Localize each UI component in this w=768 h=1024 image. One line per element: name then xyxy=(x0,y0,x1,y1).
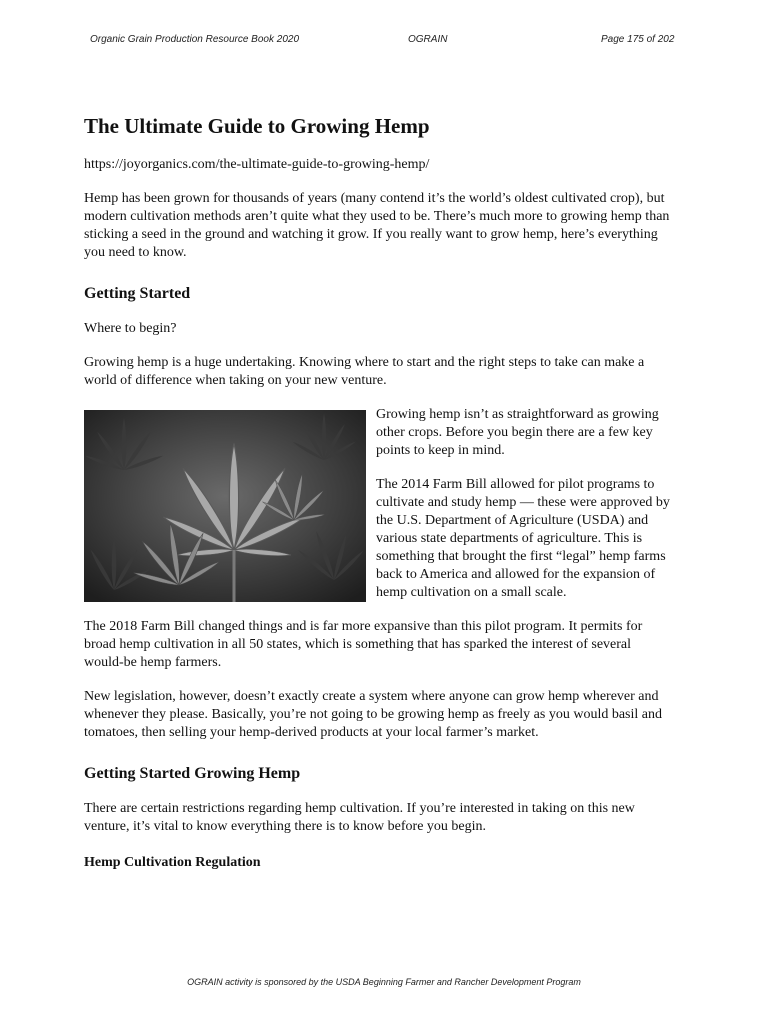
paragraph-legislation: New legislation, however, doesn’t exactly create a system where anyone can grow hemp wherever and whenever they please. Basically, you’re not going to be growing hemp as freely as you would basil and tomatoes, then selling your hemp-derived products at your local farmer’s market. xyxy=(84,689,662,740)
paragraph-farm-bill-2014: The 2014 Farm Bill allowed for pilot programs to cultivate and study hemp — these were approved by the U.S. Department of Agriculture (USDA) and various state departments of agriculture. This is something that brought the first “legal” hemp farms back to America and allowed for the expansion of hemp cultivation on a small scale. xyxy=(376,477,670,600)
paragraph-where-to-begin: Where to begin? xyxy=(84,321,177,336)
article-title: The Ultimate Guide to Growing Hemp xyxy=(84,114,430,138)
source-url[interactable]: https://joyorganics.com/the-ultimate-guide-to-growing-hemp/ xyxy=(84,157,430,172)
page-footer: OGRAIN activity is sponsored by the USDA Beginning Farmer and Rancher Development Program xyxy=(187,977,581,987)
article xyxy=(84,112,674,872)
header-org: OGRAIN xyxy=(408,34,448,45)
section-heading-getting-started: Getting Started xyxy=(84,285,191,302)
paragraph-farm-bill-2018: The 2018 Farm Bill changed things and is far more expansive than this pilot program. It permits for broad hemp cultivation in all 50 states, which is something that has sparked the interest of several would-be hemp farmers. xyxy=(84,619,643,670)
intro-paragraph: Hemp has been grown for thousands of years (many contend it’s the world’s oldest cultivated crop), but modern cultivation methods aren’t quite what they used to be. There’s much more to growing hemp than sticking a seed in the ground and watching it grow. If you really want to grow hemp, here’s everything you need to know. xyxy=(84,191,670,260)
paragraph-undertaking: Growing hemp is a huge undertaking. Knowing where to start and the right steps to take can make a world of difference when taking on your new venture. xyxy=(84,355,645,388)
header-page-number: Page 175 of 202 xyxy=(601,34,675,45)
section-heading-regulation: Hemp Cultivation Regulation xyxy=(84,855,261,870)
paragraph-straightforward: Growing hemp isn’t as straightforward as growing other crops. Before you begin there are a few key points to keep in mind. xyxy=(376,407,659,458)
section-heading-growing-hemp: Getting Started Growing Hemp xyxy=(84,765,301,782)
hemp-plant-photo xyxy=(84,410,366,602)
paragraph-restrictions: There are certain restrictions regarding hemp cultivation. If you’re interested in taking on this new venture, it’s vital to know everything there is to know before you begin. xyxy=(84,801,635,834)
header-book-title: Organic Grain Production Resource Book 2020 xyxy=(90,34,300,45)
page-header xyxy=(0,34,768,48)
